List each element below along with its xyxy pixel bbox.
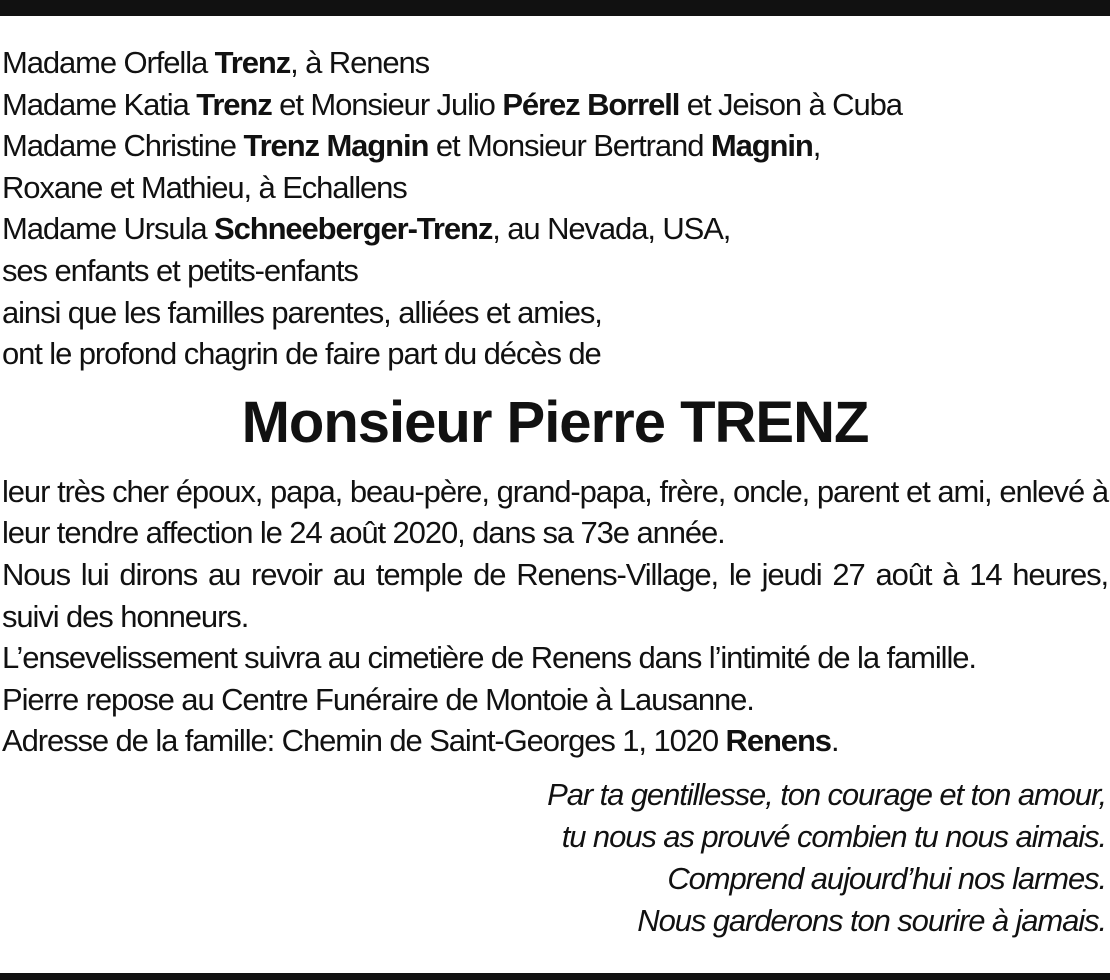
family-line-6: ses enfants et petits-enfants	[2, 252, 358, 288]
family-line-3: Madame Christine Trenz Magnin et Monsieur Bertrand Magnin,	[2, 128, 821, 164]
deceased-name: Monsieur Pierre TRENZ	[241, 389, 869, 455]
family-line-7: ainsi que les familles parentes, alliées et amies,	[2, 294, 602, 330]
verse-line-1: Par ta gentillesse, ton courage et ton amour,	[547, 776, 1106, 812]
top-border-rule	[0, 0, 1110, 16]
verse-line-4: Nous garderons ton sourire à jamais.	[637, 902, 1106, 938]
body-paragraph-2: Nous lui dirons au revoir au temple de Renens-Village, le jeudi 27 août à 14 heures, suivi des honneurs.	[2, 556, 1108, 634]
body-paragraph-4: Pierre repose au Centre Funéraire de Montoie à Lausanne.	[2, 681, 754, 717]
family-line-2: Madame Katia Trenz et Monsieur Julio Pérez Borrell et Jeison à Cuba	[2, 86, 902, 122]
bottom-border-rule	[0, 973, 1110, 980]
memorial-verse	[2, 774, 1108, 942]
family-line-8: ont le profond chagrin de faire part du décès de	[2, 336, 601, 372]
family-line-1: Madame Orfella Trenz, à Renens	[2, 45, 430, 80]
family-line-5: Madame Ursula Schneeberger-Trenz, au Nevada, USA,	[2, 211, 731, 247]
family-line-4: Roxane et Mathieu, à Echallens	[2, 169, 407, 205]
verse-line-2: tu nous as prouvé combien tu nous aimais.	[561, 818, 1106, 854]
family-list	[2, 42, 1108, 375]
verse-line-3: Comprend aujourd’hui nos larmes.	[667, 860, 1106, 896]
body-paragraph-3: L’ensevelissement suivra au cimetière de Renens dans l’intimité de la famille.	[2, 640, 976, 676]
family-address: Adresse de la famille: Chemin de Saint-Georges 1, 1020 Renens.	[2, 723, 839, 759]
obituary-notice	[2, 42, 1108, 942]
obituary-body	[2, 471, 1108, 762]
body-paragraph-1: leur très cher époux, papa, beau-père, grand-papa, frère, oncle, parent et ami, enlevé à leur tendre affection le 24 août 2020, dans sa 73e année.	[2, 473, 1108, 551]
